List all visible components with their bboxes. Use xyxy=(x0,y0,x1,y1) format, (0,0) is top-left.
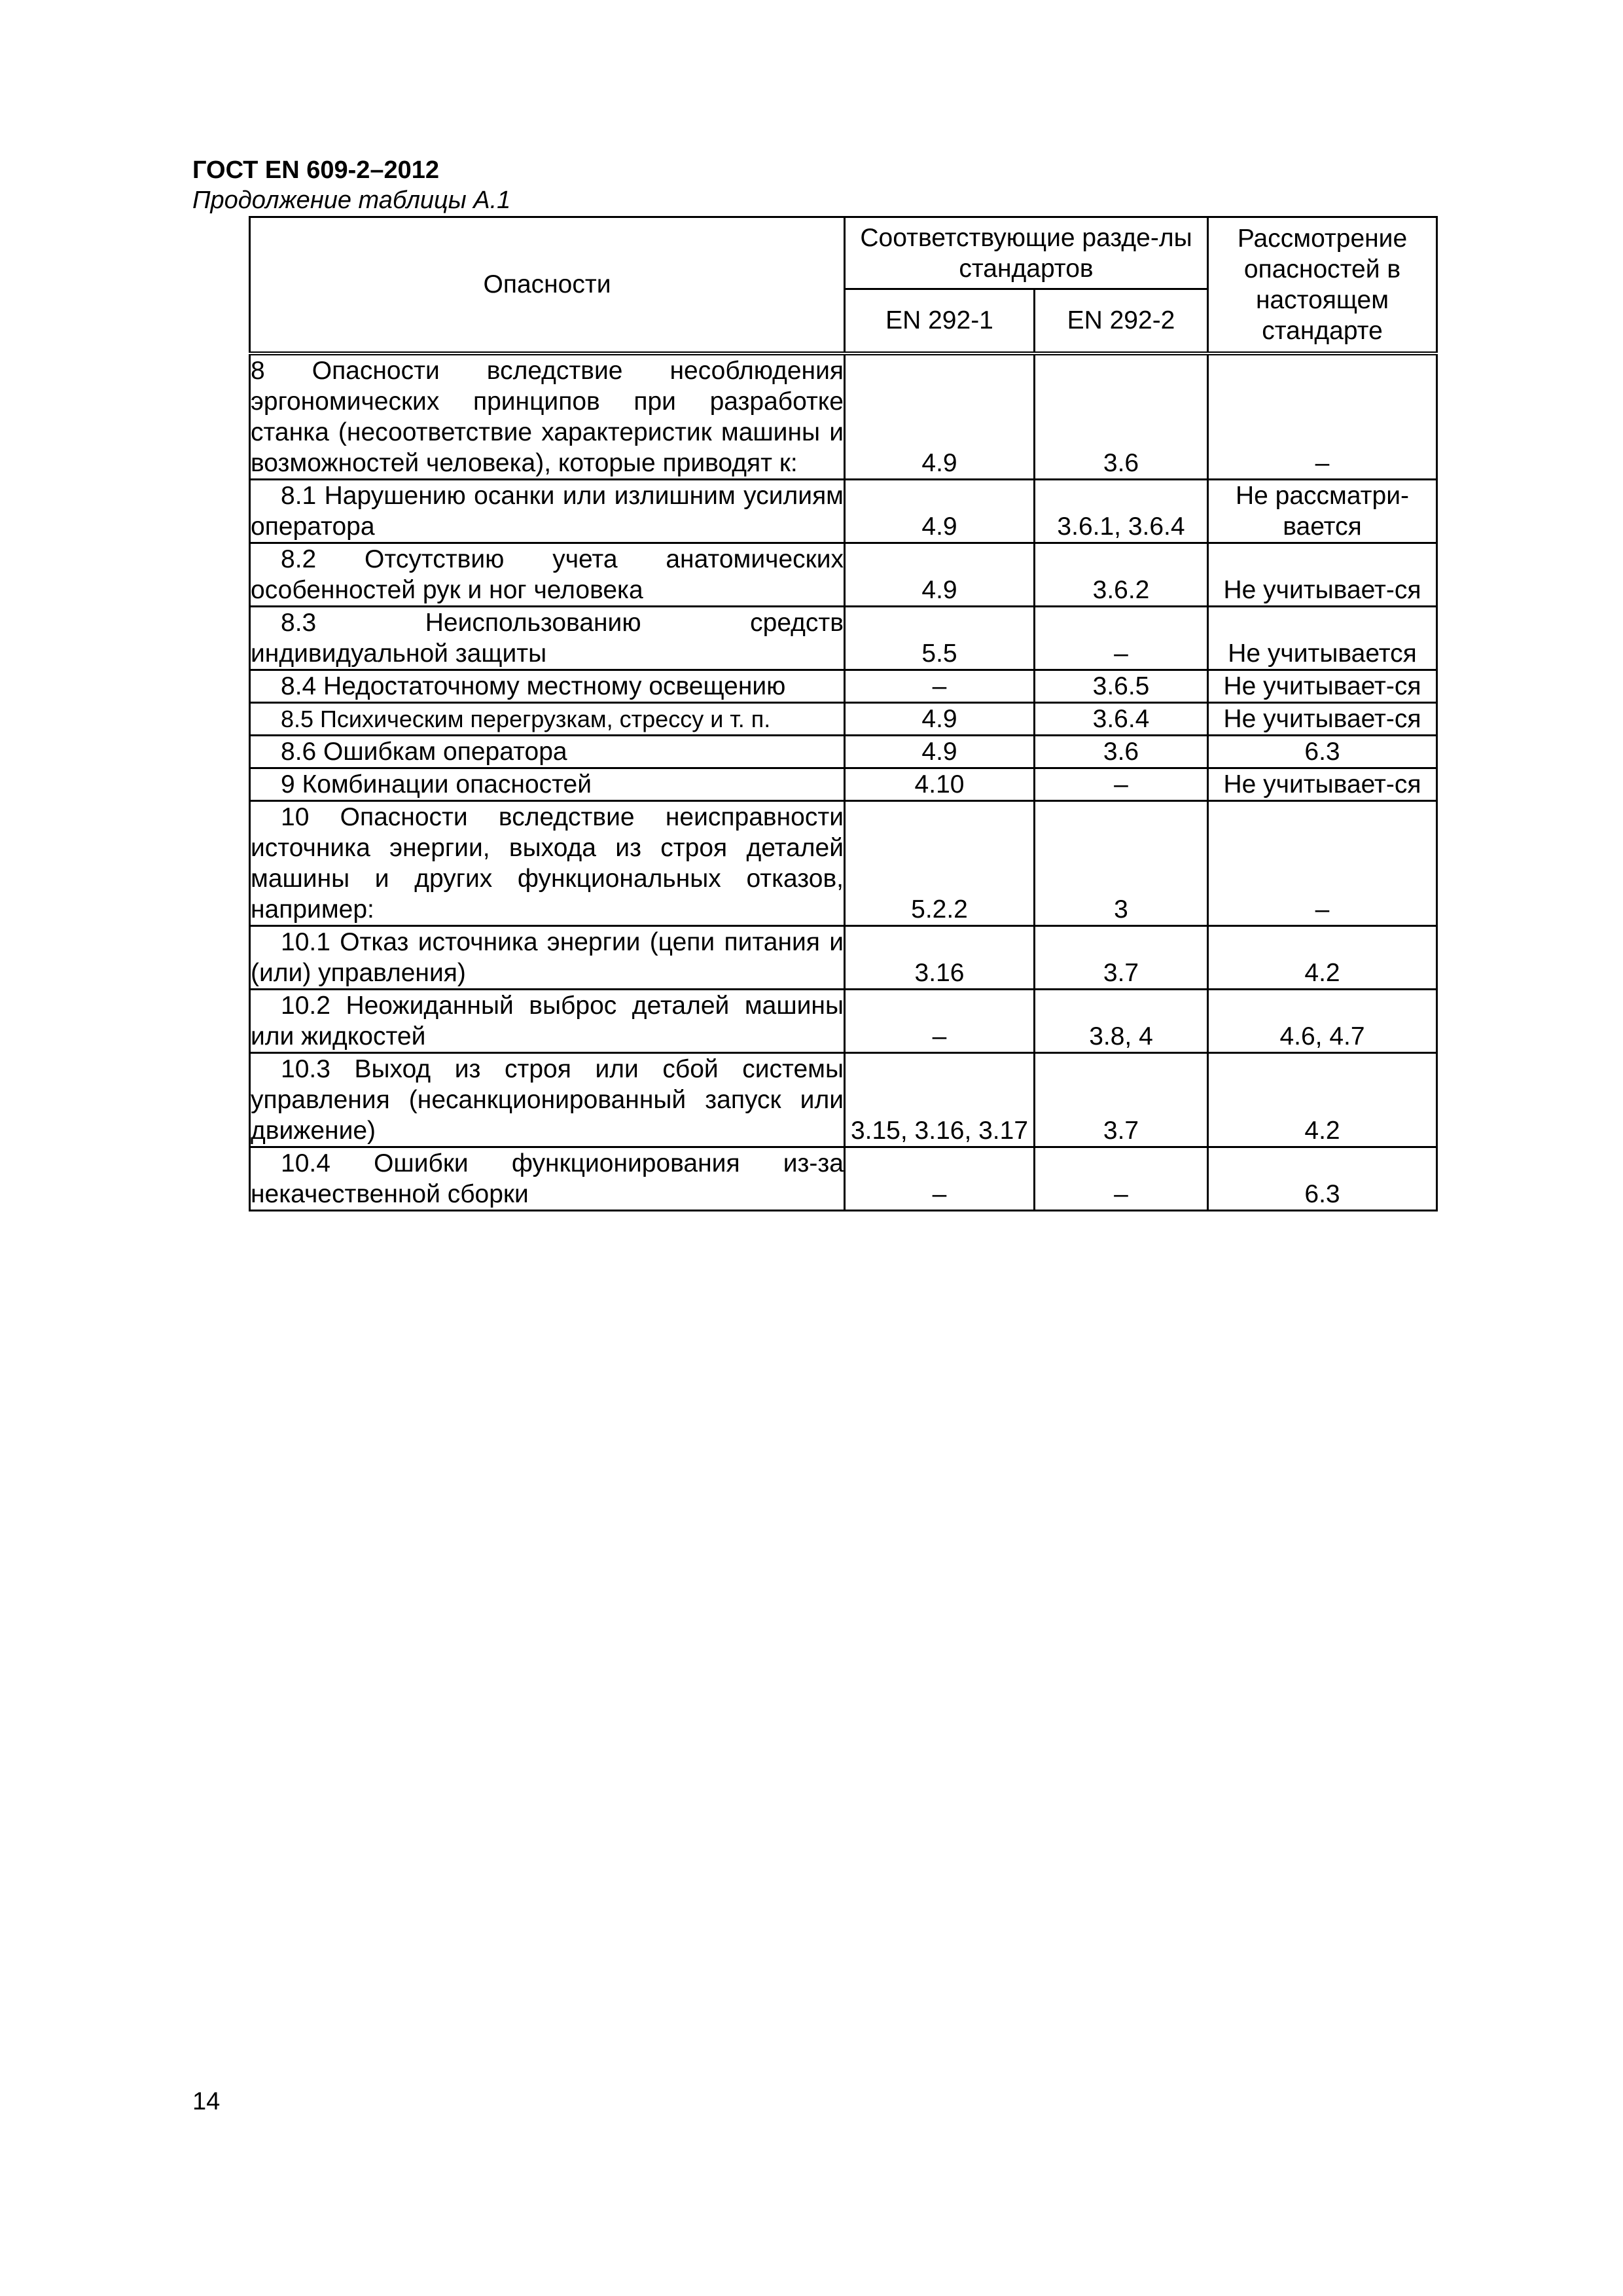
en292-1-cell: 5.5 xyxy=(845,606,1035,670)
header-en292-2: EN 292-2 xyxy=(1035,289,1208,353)
en292-2-cell: – xyxy=(1035,606,1208,670)
hazard-cell: 10.3 Выход из строя или сбой системы управления (несанкционированный запуск или движение) xyxy=(250,1052,845,1147)
en292-2-cell: 3.7 xyxy=(1035,925,1208,989)
consideration-cell: Не учитывает-ся xyxy=(1208,543,1437,606)
hazard-cell: 10.1 Отказ источника энергии (цепи питания и (или) управления) xyxy=(250,925,845,989)
table-row xyxy=(250,606,1437,670)
table-row xyxy=(250,1052,1437,1147)
en292-2-cell: 3 xyxy=(1035,800,1208,925)
en292-2-cell: 3.6.1, 3.6.4 xyxy=(1035,479,1208,543)
table-caption: Продолжение таблицы А.1 xyxy=(192,187,511,214)
hazard-cell: 8.1 Нарушению осанки или излишним усилиям оператора xyxy=(250,479,845,543)
en292-2-cell: – xyxy=(1035,768,1208,800)
hazard-cell: 9 Комбинации опасностей xyxy=(250,768,845,800)
en292-2-cell: 3.6.5 xyxy=(1035,670,1208,702)
en292-1-cell: 5.2.2 xyxy=(845,800,1035,925)
en292-1-cell: 4.9 xyxy=(845,479,1035,543)
document-code: ГОСТ EN 609-2–2012 xyxy=(192,156,440,184)
en292-2-cell: – xyxy=(1035,1147,1208,1210)
table-row xyxy=(250,479,1437,543)
en292-1-cell: – xyxy=(845,1147,1035,1210)
header-consideration: Рассмотрение опасностей в настоящем стандарте xyxy=(1208,217,1437,353)
table-row xyxy=(250,768,1437,800)
header-hazards: Опасности xyxy=(250,217,845,353)
table-header xyxy=(250,217,1437,353)
en292-1-cell: 3.16 xyxy=(845,925,1035,989)
hazard-cell: 8.4 Недостаточному местному освещению xyxy=(250,670,845,702)
table-row xyxy=(250,353,1437,480)
consideration-cell: Не учитывает-ся xyxy=(1208,702,1437,735)
header-standard-sections: Соответствующие разде-лы стандартов xyxy=(845,217,1208,289)
table-row xyxy=(250,989,1437,1052)
table-row xyxy=(250,800,1437,925)
en292-1-cell: 4.9 xyxy=(845,702,1035,735)
page-number: 14 xyxy=(192,2088,221,2115)
en292-2-cell: 3.7 xyxy=(1035,1052,1208,1147)
consideration-cell: 6.3 xyxy=(1208,735,1437,768)
hazard-cell: 8.6 Ошибкам оператора xyxy=(250,735,845,768)
en292-2-cell: 3.6 xyxy=(1035,735,1208,768)
en292-1-cell: 4.10 xyxy=(845,768,1035,800)
consideration-cell: Не учитывается xyxy=(1208,606,1437,670)
hazard-cell: 8.2 Отсутствию учета анатомических особенностей рук и ног человека xyxy=(250,543,845,606)
table-body xyxy=(250,353,1437,1211)
table-row xyxy=(250,925,1437,989)
en292-2-cell: 3.6.4 xyxy=(1035,702,1208,735)
hazard-cell: 8.5 Психическим перегрузкам, стрессу и т. п. xyxy=(250,702,845,735)
hazards-table xyxy=(249,216,1438,1211)
hazard-cell: 10 Опасности вследствие неисправности источника энергии, выхода из строя деталей машины и других функциональных отказов, например: xyxy=(250,800,845,925)
en292-1-cell: 4.9 xyxy=(845,543,1035,606)
en292-2-cell: 3.6 xyxy=(1035,353,1208,480)
consideration-cell: Не учитывает-ся xyxy=(1208,768,1437,800)
en292-1-cell: – xyxy=(845,670,1035,702)
table-row xyxy=(250,543,1437,606)
header-en292-1: EN 292-1 xyxy=(845,289,1035,353)
en292-2-cell: 3.6.2 xyxy=(1035,543,1208,606)
hazard-cell: 8 Опасности вследствие несоблюдения эргономических принципов при разработке станка (несоответствие характеристик машины и возможностей человека), которые приводят к: xyxy=(250,353,845,480)
hazard-cell: 10.4 Ошибки функционирования из-за некачественной сборки xyxy=(250,1147,845,1210)
table-row xyxy=(250,1147,1437,1210)
table-row xyxy=(250,735,1437,768)
consideration-cell: Не учитывает-ся xyxy=(1208,670,1437,702)
hazard-cell: 8.3 Неиспользованию средств индивидуальной защиты xyxy=(250,606,845,670)
consideration-cell: 6.3 xyxy=(1208,1147,1437,1210)
en292-2-cell: 3.8, 4 xyxy=(1035,989,1208,1052)
en292-1-cell: – xyxy=(845,989,1035,1052)
consideration-cell: Не рассматри-вается xyxy=(1208,479,1437,543)
en292-1-cell: 4.9 xyxy=(845,353,1035,480)
en292-1-cell: 3.15, 3.16, 3.17 xyxy=(845,1052,1035,1147)
en292-1-cell: 4.9 xyxy=(845,735,1035,768)
consideration-cell: – xyxy=(1208,353,1437,480)
consideration-cell: – xyxy=(1208,800,1437,925)
consideration-cell: 4.6, 4.7 xyxy=(1208,989,1437,1052)
hazard-cell: 10.2 Неожиданный выброс деталей машины или жидкостей xyxy=(250,989,845,1052)
consideration-cell: 4.2 xyxy=(1208,1052,1437,1147)
table-row xyxy=(250,702,1437,735)
table-row xyxy=(250,670,1437,702)
consideration-cell: 4.2 xyxy=(1208,925,1437,989)
